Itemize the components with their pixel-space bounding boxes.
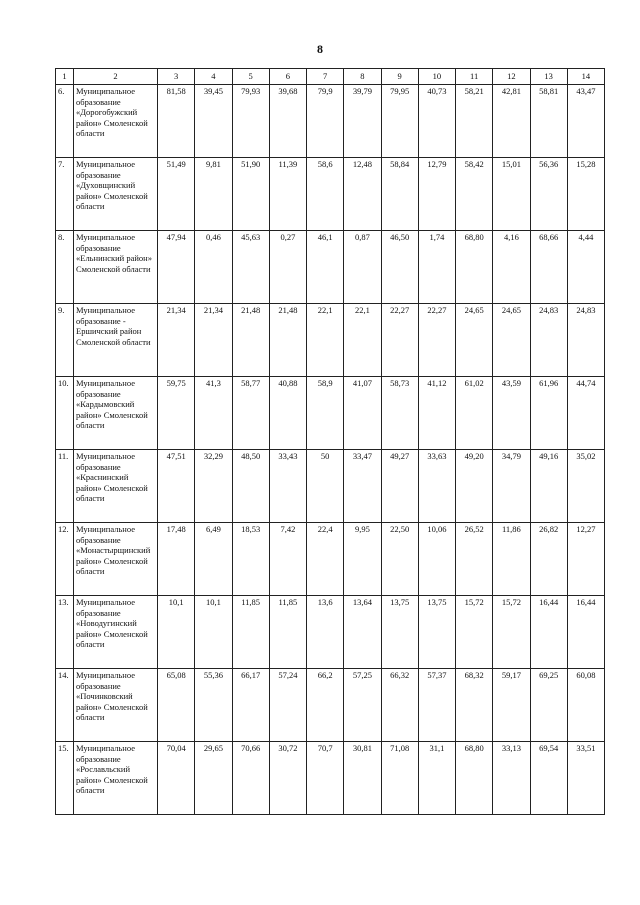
row-number: 14.	[56, 669, 74, 742]
value-cell: 81,58	[158, 85, 195, 158]
value-cell: 24,65	[493, 304, 530, 377]
value-cell: 4,44	[567, 231, 604, 304]
value-cell: 58,77	[232, 377, 269, 450]
value-cell: 15,01	[493, 158, 530, 231]
value-cell: 40,88	[269, 377, 306, 450]
table-row	[56, 596, 605, 669]
value-cell: 49,27	[381, 450, 418, 523]
value-cell: 24,83	[567, 304, 604, 377]
column-header: 3	[158, 69, 195, 85]
value-cell: 49,16	[530, 450, 567, 523]
value-cell: 9,81	[195, 158, 232, 231]
value-cell: 66,2	[307, 669, 344, 742]
value-cell: 43,59	[493, 377, 530, 450]
value-cell: 33,63	[418, 450, 455, 523]
value-cell: 46,50	[381, 231, 418, 304]
value-cell: 21,48	[232, 304, 269, 377]
value-cell: 66,17	[232, 669, 269, 742]
value-cell: 10,1	[158, 596, 195, 669]
value-cell: 59,17	[493, 669, 530, 742]
value-cell: 18,53	[232, 523, 269, 596]
value-cell: 58,6	[307, 158, 344, 231]
value-cell: 58,84	[381, 158, 418, 231]
value-cell: 69,54	[530, 742, 567, 815]
table-row	[56, 523, 605, 596]
column-header: 13	[530, 69, 567, 85]
municipality-name: Муниципальное образование «Духовщинский район» Смоленской области	[74, 158, 158, 231]
value-cell: 49,20	[456, 450, 493, 523]
value-cell: 11,85	[232, 596, 269, 669]
value-cell: 17,48	[158, 523, 195, 596]
value-cell: 69,25	[530, 669, 567, 742]
value-cell: 57,24	[269, 669, 306, 742]
table-row	[56, 231, 605, 304]
value-cell: 6,49	[195, 523, 232, 596]
page-number: 8	[317, 42, 323, 56]
value-cell: 24,83	[530, 304, 567, 377]
value-cell: 68,80	[456, 231, 493, 304]
value-cell: 45,63	[232, 231, 269, 304]
value-cell: 13,75	[418, 596, 455, 669]
column-header: 14	[567, 69, 604, 85]
table-body	[56, 85, 605, 815]
value-cell: 51,90	[232, 158, 269, 231]
column-header: 10	[418, 69, 455, 85]
value-cell: 1,74	[418, 231, 455, 304]
value-cell: 0,46	[195, 231, 232, 304]
value-cell: 26,82	[530, 523, 567, 596]
value-cell: 15,28	[567, 158, 604, 231]
value-cell: 79,93	[232, 85, 269, 158]
value-cell: 61,02	[456, 377, 493, 450]
value-cell: 70,04	[158, 742, 195, 815]
municipality-name: Муниципальное образование «Краснинский район» Смоленской области	[74, 450, 158, 523]
value-cell: 33,51	[567, 742, 604, 815]
value-cell: 32,29	[195, 450, 232, 523]
table-row	[56, 158, 605, 231]
municipality-name: Муниципальное образование «Монастырщинский район» Смоленской области	[74, 523, 158, 596]
value-cell: 22,1	[344, 304, 381, 377]
municipality-name: Муниципальное образование - Ершичский район Смоленской области	[74, 304, 158, 377]
row-number: 8.	[56, 231, 74, 304]
value-cell: 13,64	[344, 596, 381, 669]
header-row	[56, 69, 605, 85]
value-cell: 41,07	[344, 377, 381, 450]
row-number: 11.	[56, 450, 74, 523]
column-header: 5	[232, 69, 269, 85]
value-cell: 79,95	[381, 85, 418, 158]
value-cell: 35,02	[567, 450, 604, 523]
value-cell: 12,79	[418, 158, 455, 231]
value-cell: 66,32	[381, 669, 418, 742]
value-cell: 33,43	[269, 450, 306, 523]
value-cell: 10,06	[418, 523, 455, 596]
value-cell: 43,47	[567, 85, 604, 158]
value-cell: 40,73	[418, 85, 455, 158]
value-cell: 58,21	[456, 85, 493, 158]
value-cell: 30,72	[269, 742, 306, 815]
value-cell: 26,52	[456, 523, 493, 596]
value-cell: 30,81	[344, 742, 381, 815]
value-cell: 68,66	[530, 231, 567, 304]
value-cell: 71,08	[381, 742, 418, 815]
value-cell: 12,27	[567, 523, 604, 596]
value-cell: 34,79	[493, 450, 530, 523]
row-number: 7.	[56, 158, 74, 231]
value-cell: 4,16	[493, 231, 530, 304]
column-header: 8	[344, 69, 381, 85]
value-cell: 0,87	[344, 231, 381, 304]
value-cell: 21,34	[158, 304, 195, 377]
value-cell: 29,65	[195, 742, 232, 815]
municipality-name: Муниципальное образование «Починковский район» Смоленской области	[74, 669, 158, 742]
value-cell: 0,27	[269, 231, 306, 304]
value-cell: 33,47	[344, 450, 381, 523]
value-cell: 58,73	[381, 377, 418, 450]
column-header: 7	[307, 69, 344, 85]
row-number: 6.	[56, 85, 74, 158]
value-cell: 47,94	[158, 231, 195, 304]
value-cell: 68,80	[456, 742, 493, 815]
value-cell: 21,48	[269, 304, 306, 377]
value-cell: 42,81	[493, 85, 530, 158]
value-cell: 58,42	[456, 158, 493, 231]
value-cell: 68,32	[456, 669, 493, 742]
value-cell: 15,72	[493, 596, 530, 669]
table-row	[56, 85, 605, 158]
value-cell: 11,39	[269, 158, 306, 231]
value-cell: 24,65	[456, 304, 493, 377]
value-cell: 57,25	[344, 669, 381, 742]
value-cell: 16,44	[530, 596, 567, 669]
table-row	[56, 304, 605, 377]
column-header: 2	[74, 69, 158, 85]
value-cell: 60,08	[567, 669, 604, 742]
value-cell: 65,08	[158, 669, 195, 742]
value-cell: 9,95	[344, 523, 381, 596]
table-row	[56, 450, 605, 523]
value-cell: 44,74	[567, 377, 604, 450]
value-cell: 46,1	[307, 231, 344, 304]
value-cell: 13,75	[381, 596, 418, 669]
value-cell: 39,45	[195, 85, 232, 158]
data-table	[55, 68, 605, 815]
value-cell: 39,79	[344, 85, 381, 158]
value-cell: 41,12	[418, 377, 455, 450]
value-cell: 41,3	[195, 377, 232, 450]
value-cell: 11,85	[269, 596, 306, 669]
column-header: 9	[381, 69, 418, 85]
value-cell: 39,68	[269, 85, 306, 158]
value-cell: 70,66	[232, 742, 269, 815]
municipality-name: Муниципальное образование «Новодугинский район» Смоленской области	[74, 596, 158, 669]
value-cell: 51,49	[158, 158, 195, 231]
value-cell: 7,42	[269, 523, 306, 596]
municipality-name: Муниципальное образование «Дорогобужский район» Смоленской области	[74, 85, 158, 158]
value-cell: 70,7	[307, 742, 344, 815]
value-cell: 61,96	[530, 377, 567, 450]
column-header: 4	[195, 69, 232, 85]
value-cell: 22,27	[381, 304, 418, 377]
value-cell: 12,48	[344, 158, 381, 231]
value-cell: 16,44	[567, 596, 604, 669]
value-cell: 33,13	[493, 742, 530, 815]
column-header: 12	[493, 69, 530, 85]
municipality-name: Муниципальное образование «Рославльский район» Смоленской области	[74, 742, 158, 815]
value-cell: 22,4	[307, 523, 344, 596]
municipality-name: Муниципальное образование «Ельнинский район» Смоленской области	[74, 231, 158, 304]
value-cell: 50	[307, 450, 344, 523]
value-cell: 48,50	[232, 450, 269, 523]
value-cell: 55,36	[195, 669, 232, 742]
row-number: 10.	[56, 377, 74, 450]
column-header: 6	[269, 69, 306, 85]
value-cell: 13,6	[307, 596, 344, 669]
table-row	[56, 377, 605, 450]
table-row	[56, 742, 605, 815]
value-cell: 59,75	[158, 377, 195, 450]
row-number: 15.	[56, 742, 74, 815]
value-cell: 57,37	[418, 669, 455, 742]
column-header: 1	[56, 69, 74, 85]
value-cell: 56,36	[530, 158, 567, 231]
value-cell: 22,27	[418, 304, 455, 377]
row-number: 12.	[56, 523, 74, 596]
value-cell: 58,81	[530, 85, 567, 158]
value-cell: 21,34	[195, 304, 232, 377]
value-cell: 15,72	[456, 596, 493, 669]
value-cell: 22,1	[307, 304, 344, 377]
value-cell: 22,50	[381, 523, 418, 596]
value-cell: 10,1	[195, 596, 232, 669]
column-header: 11	[456, 69, 493, 85]
municipality-name: Муниципальное образование «Кардымовский район» Смоленской области	[74, 377, 158, 450]
table-row	[56, 669, 605, 742]
value-cell: 58,9	[307, 377, 344, 450]
row-number: 13.	[56, 596, 74, 669]
row-number: 9.	[56, 304, 74, 377]
value-cell: 79,9	[307, 85, 344, 158]
value-cell: 31,1	[418, 742, 455, 815]
value-cell: 47,51	[158, 450, 195, 523]
value-cell: 11,86	[493, 523, 530, 596]
